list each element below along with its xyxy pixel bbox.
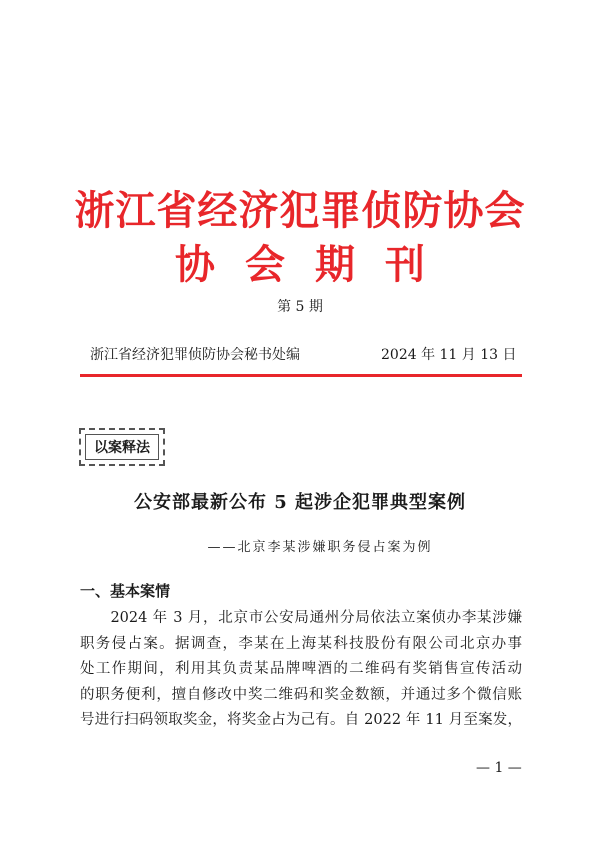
header-divider xyxy=(80,374,522,377)
article-body xyxy=(80,606,522,734)
body-line: 处工作期间，利用其负责某品牌啤酒的二维码有奖销售宣传活动 xyxy=(80,661,522,677)
publish-date: 2024 年 11 月 13 日 xyxy=(381,347,517,363)
publisher: 浙江省经济犯罪侦防协会秘书处编 xyxy=(90,347,300,363)
body-line: 的职务便利，擅自修改中奖二维码和奖金数额，并通过多个微信账 xyxy=(80,686,522,703)
issue-number: 第 5 期 xyxy=(277,299,323,315)
category-tag-label: 以案释法 xyxy=(85,434,159,460)
body-line: 职务侵占案。据调查，李某在上海某科技股份有限公司北京办事 xyxy=(80,635,522,652)
article-subtitle: ——北京李某涉嫌职务侵占案为例 xyxy=(207,540,433,555)
org-title: 浙江省经济犯罪侦防协会 xyxy=(74,187,526,234)
journal-title: 协会期刊 xyxy=(175,241,455,288)
category-tag xyxy=(79,428,165,466)
body-line: 号进行扫码领取奖金，将奖金占为己有。自 2022 年 11 月至案发， xyxy=(80,712,522,728)
page-number: — 1 — xyxy=(476,760,522,776)
body-line: 2024 年 3 月，北京市公安局通州分局依法立案侦办李某涉嫌 xyxy=(80,610,522,626)
article-title: 公安部最新公布 5 起涉企犯罪典型案例 xyxy=(133,492,467,513)
section-heading: 一、基本案情 xyxy=(80,582,171,600)
